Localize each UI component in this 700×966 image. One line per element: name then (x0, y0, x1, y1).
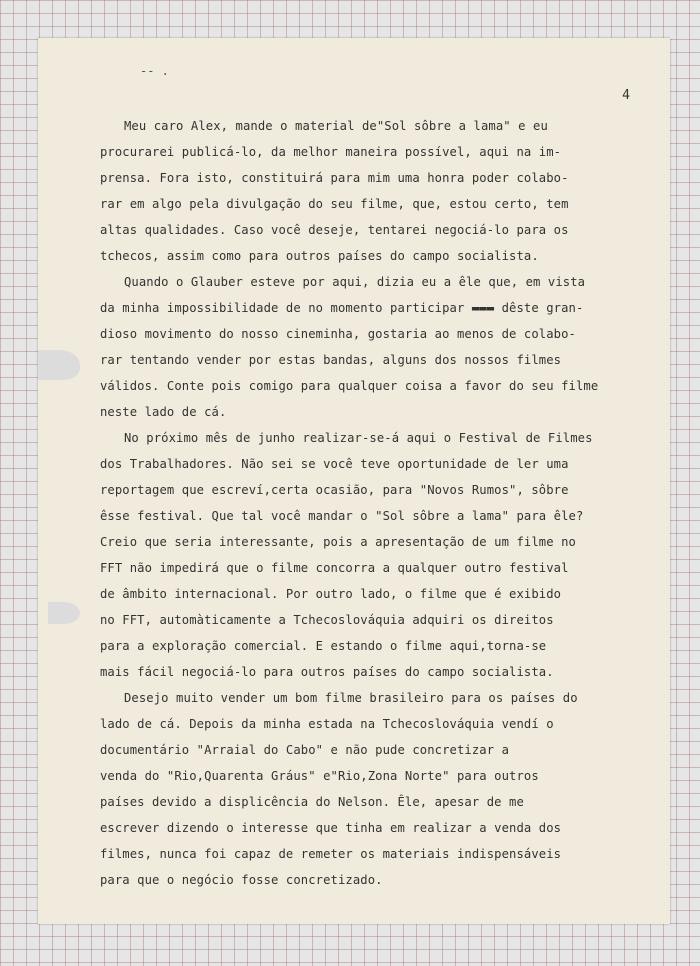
text-line: para que o negócio fosse concretizado. (100, 873, 383, 887)
text-line: documentário "Arraial do Cabo" e não pude concretizar a (100, 743, 510, 757)
text-line: no FFT, automàticamente a Tchecoslováquia adquiri os direitos (100, 613, 554, 627)
text-line: No próximo mês de junho realizar-se-á aqui o Festival de Filmes (124, 431, 593, 445)
text-line: altas qualidades. Caso você deseje, tentarei negociá-lo para os (100, 223, 569, 237)
text-line: filmes, nunca foi capaz de remeter os materiais indispensáveis (100, 847, 562, 861)
text-line: mais fácil negociá-lo para outros países do campo socialista. (100, 665, 554, 679)
text-line: rar em algo pela divulgação do seu filme, que, estou certo, tem (100, 197, 569, 211)
torn-edge (48, 602, 80, 624)
text-line: êsse festival. Que tal você mandar o "Sol sôbre a lama" para êle? (100, 509, 584, 523)
text-line: reportagem que escreví,certa ocasião, para "Novos Rumos", sôbre (100, 483, 569, 497)
text-line: tchecos, assim como para outros países do campo socialista. (100, 249, 539, 263)
text-line: Meu caro Alex, mande o material de"Sol sôbre a lama" e eu (124, 119, 548, 133)
text-line: Quando o Glauber esteve por aqui, dizia eu a êle que, em vista (124, 275, 586, 289)
text-line: neste lado de cá. (100, 405, 227, 419)
torn-edge (38, 350, 80, 380)
corner-mark: -- . (140, 64, 169, 78)
text-line: Desejo muito vender um bom filme brasileiro para os países do (124, 691, 578, 705)
text-line: da minha impossibilidade de no momento participar ▬▬▬ dêste gran- (100, 301, 584, 315)
text-line: venda do "Rio,Quarenta Gráus" e"Rio,Zona Norte" para outros (100, 769, 539, 783)
text-line: dioso movimento do nosso cineminha, gostaria ao menos de colabo- (100, 327, 576, 341)
text-line: para a exploração comercial. E estando o filme aqui,torna-se (100, 639, 547, 653)
text-line: procurarei publicá-lo, da melhor maneira possível, aqui na im- (100, 145, 562, 159)
page-number: 4 (622, 88, 630, 103)
text-line: escrever dizendo o interesse que tinha em realizar a venda dos (100, 821, 562, 835)
text-line: dos Trabalhadores. Não sei se você teve oportunidade de ler uma (100, 457, 569, 471)
letter-body (100, 113, 635, 893)
text-line: prensa. Fora isto, constituirá para mim uma honra poder colabo- (100, 171, 569, 185)
text-line: FFT não impedirá que o filme concorra a qualquer outro festival (100, 561, 569, 575)
text-line: Creio que seria interessante, pois a apresentação de um filme no (100, 535, 576, 549)
text-line: válidos. Conte pois comigo para qualquer coisa a favor do seu filme (100, 379, 599, 393)
text-line: lado de cá. Depois da minha estada na Tchecoslováquia vendí o (100, 717, 554, 731)
text-line: rar tentando vender por estas bandas, alguns dos nossos filmes (100, 353, 562, 367)
text-line: de âmbito internacional. Por outro lado, o filme que é exibido (100, 587, 562, 601)
text-line: países devido a displicência do Nelson. Êle, apesar de me (100, 795, 524, 809)
